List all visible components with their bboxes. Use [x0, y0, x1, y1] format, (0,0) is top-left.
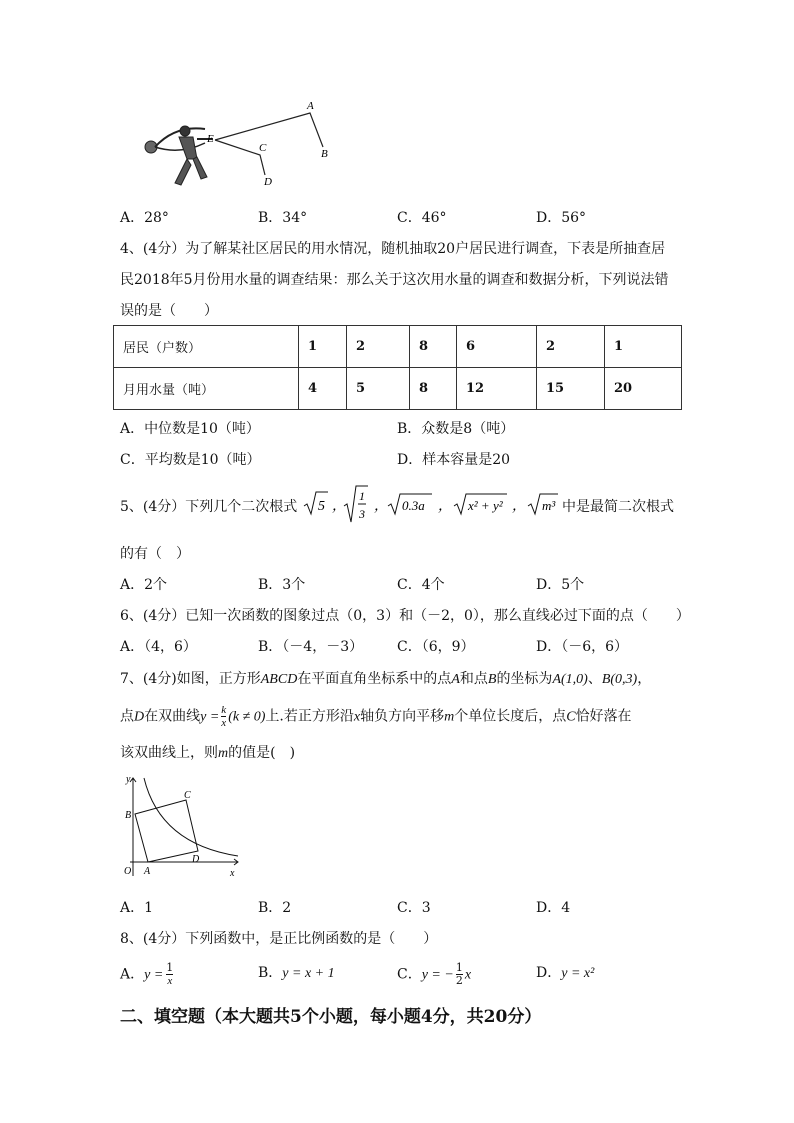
q7-math: A [451, 672, 460, 687]
q6-text: 6、(4分）已知一次函数的图象过点（0，3）和（－2，0），那么直线必过下面的点（ ） [120, 608, 690, 624]
q7-option-a[interactable]: A．1 [120, 900, 154, 916]
label-c: C [259, 142, 267, 154]
label-b: B [321, 148, 328, 160]
q3-option-b[interactable]: B．34° [258, 210, 308, 226]
table-row [114, 368, 682, 410]
q3-option-a[interactable]: A．28° [120, 210, 169, 226]
q8-option-c[interactable] [397, 962, 471, 987]
row-header-households: 居民（户数） [114, 326, 299, 368]
table-cell: 4 [299, 368, 347, 410]
q7-text: 和点 [459, 671, 488, 687]
table-cell: 20 [605, 368, 682, 410]
q8-text: 8、(4分）下列函数中，是正比例函数的是（ ） [120, 931, 438, 947]
q7-math: m [218, 746, 229, 761]
q7-text: 上.若正方形沿 [265, 708, 354, 725]
radical-1: 5 [318, 499, 325, 514]
option-label: D． [536, 965, 562, 981]
radical-5: m³ [542, 498, 556, 513]
q8-math: y = x² [561, 966, 595, 981]
q4-line-2: 民2018年5月份用水量的调查结果：那么关于这次用水量的调查和数据分析，下列说法错 [120, 272, 669, 288]
q3-option-d[interactable]: D．56° [536, 210, 587, 226]
q7-math: B(0,3) [601, 672, 638, 687]
q7-math: D [134, 709, 145, 725]
table-cell: 15 [537, 368, 605, 410]
q7-math: x [353, 709, 361, 725]
q5-option-c[interactable]: C．4个 [397, 577, 445, 593]
q7-line-1 [120, 668, 651, 688]
table-cell: 6 [457, 326, 537, 368]
table-cell: 8 [410, 326, 457, 368]
comma-2: ， [374, 499, 388, 514]
q4-line-1: 4、(4分）为了解某社区居民的用水情况，随机抽取20户居民进行调查，下表是所抽查居 [120, 241, 666, 257]
q7-text: 、 [587, 671, 602, 687]
q5-option-a[interactable]: A．2个 [120, 577, 168, 593]
q7-text: 恰好落在 [575, 708, 632, 725]
q7-math: (k ≠ 0) [228, 709, 266, 725]
q5-option-d[interactable]: D．5个 [536, 577, 585, 593]
frac-den: 2 [455, 974, 463, 987]
q7-figure-square-hyperbola [120, 772, 250, 882]
option-label: A． [120, 966, 145, 983]
radical-2-den: 3 [359, 507, 365, 521]
label-a: A [307, 100, 314, 112]
table-row [114, 326, 682, 368]
comma-4: ， [512, 499, 526, 514]
table-cell: 5 [347, 368, 410, 410]
q5-suffix: 中是最简二次根式 [562, 499, 674, 515]
q7-text: 点 [120, 708, 134, 725]
label-o: O [124, 866, 132, 877]
q6-option-a[interactable]: A．（4，6） [120, 639, 197, 655]
q6-option-c[interactable]: C．（6，9） [397, 639, 475, 655]
q4-option-a[interactable]: A．中位数是10（吨） [120, 421, 260, 437]
frac-num: 1 [455, 961, 463, 974]
table-cell: 12 [457, 368, 537, 410]
q7-line-3 [120, 742, 295, 762]
q5-line-2: 的有（ ） [120, 546, 190, 562]
figure-archer-angles [135, 95, 345, 195]
table-cell: 1 [605, 326, 682, 368]
q4-option-d[interactable]: D．样本容量是20 [397, 452, 511, 468]
q5-option-b[interactable]: B．3个 [258, 577, 306, 593]
radical-3: 0.3a [402, 498, 425, 513]
q8-math: y = − [421, 967, 454, 983]
q6-option-b[interactable]: B．（－4，－3） [258, 639, 364, 655]
label-d: D [192, 854, 200, 865]
q3-option-c[interactable]: C．46° [397, 210, 447, 226]
q7-text: 在平面直角坐标系中的点 [297, 671, 452, 687]
q8-option-a[interactable] [120, 962, 173, 987]
q7-text: 的值是( ) [228, 745, 296, 761]
radical-4: x² + y² [468, 498, 503, 513]
option-label: B． [258, 965, 283, 981]
label-b: B [125, 810, 132, 821]
q7-math: B [487, 672, 497, 687]
hyperbola-curve [144, 778, 238, 856]
water-usage-table [113, 325, 682, 410]
q7-text: ， [637, 671, 652, 687]
q7-option-d[interactable]: D．4 [536, 900, 571, 916]
label-c: C [184, 790, 191, 801]
label-y: y [126, 774, 131, 785]
q8-math: y = x + 1 [282, 966, 335, 981]
table-cell: 2 [537, 326, 605, 368]
line-e-c-d [215, 140, 265, 175]
archer-illustration [145, 126, 213, 185]
q7-frac-num: k [221, 704, 227, 716]
q7-math: m [444, 709, 455, 725]
q8-c-fraction [456, 962, 463, 987]
q7-fraction [221, 704, 226, 729]
section-heading-fill-in: 二、填空题（本大题共5个小题，每小题4分，共20分） [120, 1007, 542, 1027]
q8-math: x [464, 967, 472, 983]
q7-text: 轴负方向平移 [360, 708, 445, 725]
q8-a-fraction [166, 962, 173, 987]
label-a: A [144, 866, 151, 877]
q7-line-2 [120, 704, 632, 729]
q7-option-c[interactable]: C．3 [397, 900, 431, 916]
row-header-water-usage: 月用水量（吨） [114, 368, 299, 410]
comma-1: ， [332, 499, 346, 514]
q4-option-c[interactable]: C．平均数是10（吨） [120, 452, 261, 468]
q7-math: ABCD [260, 672, 298, 687]
frac-den: x [167, 975, 173, 987]
q7-math: A(1,0) [552, 672, 588, 687]
table-cell: 2 [347, 326, 410, 368]
q6-option-d[interactable]: D．（－6，6） [536, 639, 629, 655]
q8-option-d[interactable] [536, 962, 594, 982]
q7-option-b[interactable]: B．2 [258, 900, 292, 916]
comma-3: ， [438, 499, 452, 514]
table-cell: 1 [299, 326, 347, 368]
label-d: D [264, 176, 272, 188]
q7-math: C [566, 709, 576, 725]
table-cell: 8 [410, 368, 457, 410]
radical-2-num: 1 [359, 489, 365, 503]
square-abcd [135, 800, 198, 862]
line-e-a-b [215, 113, 323, 147]
label-e: E [207, 133, 214, 145]
q7-text: 个单位长度后，点 [454, 708, 567, 725]
q4-option-b[interactable]: B．众数是8（吨） [397, 421, 515, 437]
label-x: x [230, 868, 235, 879]
frac-num: 1 [166, 961, 174, 974]
q7-math: y = [200, 709, 220, 725]
q7-text: 在双曲线 [144, 708, 201, 725]
option-label: C． [397, 966, 422, 983]
q7-text: 的坐标为 [496, 671, 553, 687]
q7-text: 7、(4分)如图，正方形 [120, 671, 261, 687]
q7-text: 该双曲线上，则 [120, 745, 218, 761]
q8-math: y = [144, 967, 164, 983]
q7-frac-den: x [221, 717, 227, 729]
q4-line-3: 误的是（ ） [120, 303, 218, 319]
q5-prefix: 5、(4分）下列几个二次根式 [120, 499, 298, 515]
q8-option-b[interactable] [258, 962, 335, 982]
